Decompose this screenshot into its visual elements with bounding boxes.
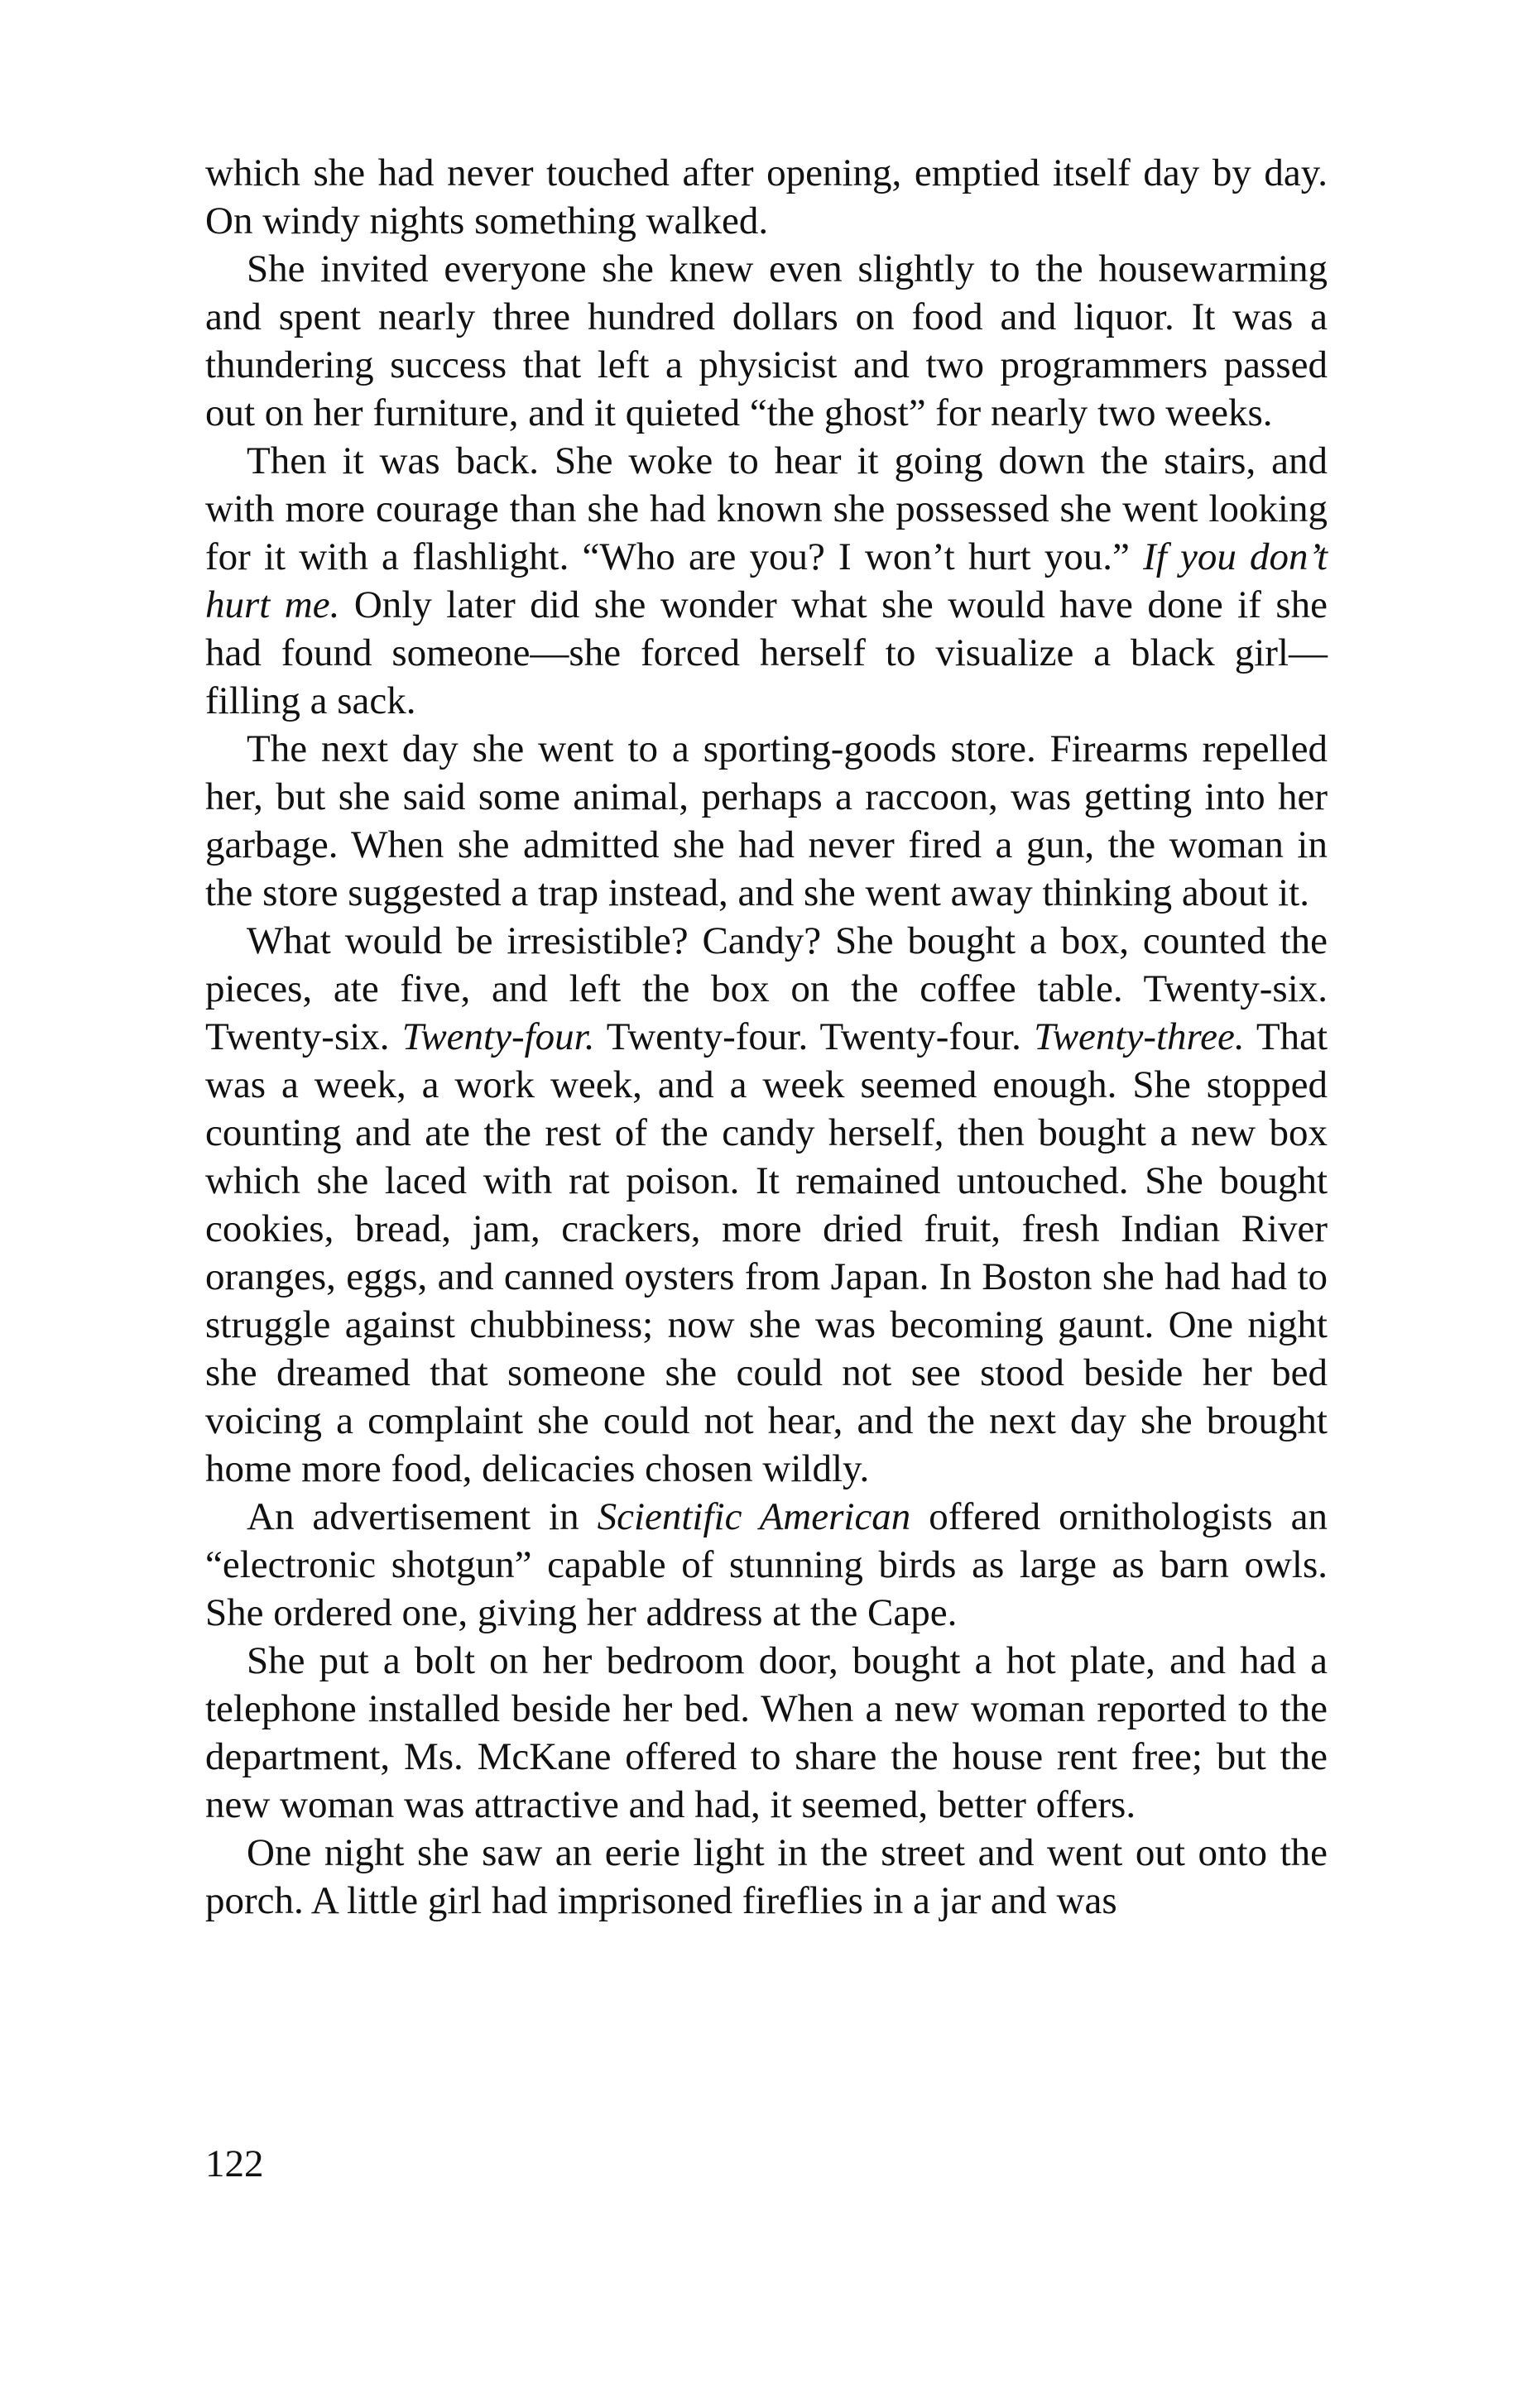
paragraph-3 (205, 437, 1328, 725)
paragraph-6 (205, 1493, 1328, 1637)
paragraph-text: Twenty-four. Twenty-four. (594, 1015, 1035, 1058)
italic-phrase: Twenty-four. (401, 1015, 595, 1058)
italic-phrase: If you don’t hurt me. (205, 535, 1328, 626)
paragraph-text: She invited everyone she knew even slightly to the housewarming and spent nearly three hundred dollars on food and liquor. It was a thundering success that left a physicist and two programmers passed out on her furniture, and it quieted “the ghost” for nearly two weeks. (205, 247, 1328, 434)
italic-title: Scientific American (597, 1495, 911, 1538)
paragraph-text: That was a week, a work week, and a week seemed enough. She stopped counting and ate the rest of the candy herself, then bought a new box which she laced with rat poison. It remained untouched. She bought cookies, bread, jam, crackers, more dried fruit, fresh Indian River oranges, eggs, and canned oysters from Japan. In Boston she had had to struggle against chubbiness; now she was becoming gaunt. One night she dreamed that someone she could not see stood beside her bed voicing a complaint she could not hear, and the next day she brought home more food, delicacies chosen wildly. (205, 1015, 1328, 1490)
page-body (205, 149, 1328, 1925)
paragraph-1 (205, 149, 1328, 245)
paragraph-text: Only later did she wonder what she would have done if she had found someone—she forced herself to visualize a black girl—filling a sack. (205, 583, 1328, 722)
paragraph-4 (205, 725, 1328, 917)
italic-phrase: Twenty-three. (1034, 1015, 1245, 1058)
paragraph-text: The next day she went to a sporting-goods store. Firearms repelled her, but she said some animal, perhaps a raccoon, was getting into her garbage. When she admitted she had never fired a gun, the woman in the store suggested a trap instead, and she went away thinking about it. (205, 727, 1328, 914)
paragraph-5 (205, 917, 1328, 1493)
paragraph-7 (205, 1637, 1328, 1829)
paragraph-text: which she had never touched after opening, emptied itself day by day. On windy nights something walked. (205, 151, 1328, 242)
paragraph-text: She put a bolt on her bedroom door, bought a hot plate, and had a telephone installed beside her bed. When a new woman reported to the department, Ms. McKane offered to share the house rent free; but the new woman was attractive and had, it seemed, better offers. (205, 1639, 1328, 1826)
paragraph-text: offered ornithologists an “electronic shotgun” capable of stunning birds as large as barn owls. She ordered one, giving her address at the Cape. (205, 1495, 1328, 1634)
paragraph-text: One night she saw an eerie light in the street and went out onto the porch. A little girl had imprisoned fireflies in a jar and was (205, 1831, 1328, 1922)
paragraph-text: What would be irresistible? Candy? She bought a box, counted the pieces, ate five, and left the box on the coffee table. Twenty-six. Twenty-six. (205, 919, 1328, 1058)
page-number: 122 (205, 2142, 264, 2185)
paragraph-text: An advertisement in (247, 1495, 598, 1538)
paragraph-text: Then it was back. She woke to hear it going down the stairs, and with more courage than she had known she possessed she went looking for it with a flashlight. “Who are you? I won’t hurt you.” (205, 439, 1328, 578)
paragraph-2 (205, 245, 1328, 437)
paragraph-8 (205, 1829, 1328, 1925)
